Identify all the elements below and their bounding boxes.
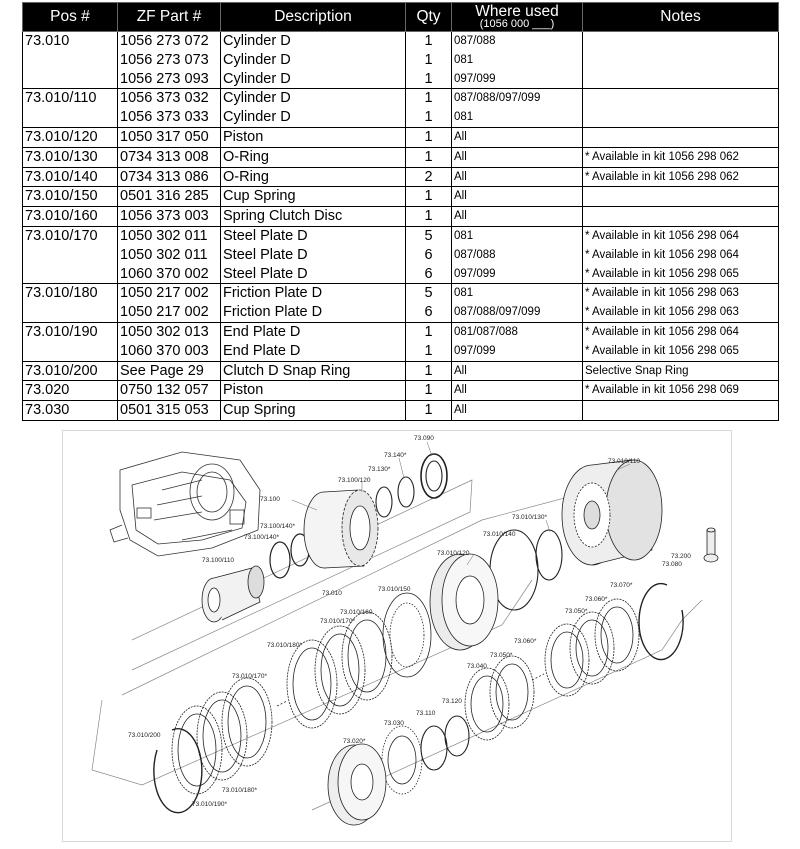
cell-notes (583, 32, 779, 51)
cell-where-used: 087/088/097/099 (452, 89, 583, 108)
cell-zf-part: 1050 217 002 (118, 284, 221, 303)
label-73-110: 73.110 (416, 710, 436, 717)
cell-pos: 73.010/170 (23, 226, 118, 245)
cell-where-used: All (452, 401, 583, 421)
part-73-100-110-sleeve (202, 566, 264, 622)
cell-qty: 1 (406, 342, 452, 361)
cell-notes: * Available in kit 1056 298 062 (583, 147, 779, 167)
exploded-view-diagram (62, 430, 730, 840)
cell-zf-part: 0501 316 285 (118, 187, 221, 207)
label-73-010-140: 73.010/140 (483, 531, 516, 538)
cell-qty: 1 (406, 147, 452, 167)
transmission-housing-drawing (110, 452, 260, 556)
label-73-080: 73.080 (662, 561, 682, 568)
cell-notes: * Available in kit 1056 298 064 (583, 226, 779, 245)
cell-qty: 1 (406, 207, 452, 227)
table-row (23, 342, 779, 361)
cell-notes: * Available in kit 1056 298 063 (583, 303, 779, 322)
part-73-010-120-piston (430, 554, 498, 650)
label-73-120: 73.120 (442, 698, 462, 705)
cell-pos (23, 303, 118, 322)
label-73-130: 73.130* (368, 466, 391, 473)
table-row (23, 127, 779, 147)
cell-description: Cylinder D (221, 51, 406, 70)
cell-description: Friction Plate D (221, 284, 406, 303)
part-73-030-cup-spring (382, 726, 422, 794)
table-row (23, 226, 779, 245)
cell-pos: 73.020 (23, 381, 118, 401)
header-notes: Notes (583, 3, 779, 32)
cell-pos: 73.010/140 (23, 167, 118, 187)
table-row (23, 265, 779, 284)
cell-zf-part: 1056 273 073 (118, 51, 221, 70)
cell-zf-part: 1056 373 033 (118, 108, 221, 127)
label-73-200: 73.200 (671, 553, 691, 560)
label-73-100-140-b: 73.100/140* (244, 534, 280, 541)
cell-qty: 1 (406, 322, 452, 341)
part-73-100-drum (304, 490, 378, 568)
label-73-040: 73.040 (467, 663, 487, 670)
cell-notes: Selective Snap Ring (583, 361, 779, 381)
cell-where-used: 087/088/097/099 (452, 303, 583, 322)
cell-pos: 73.030 (23, 401, 118, 421)
cell-where-used: All (452, 207, 583, 227)
cell-description: Spring Clutch Disc (221, 207, 406, 227)
cell-description: End Plate D (221, 342, 406, 361)
cell-zf-part: 1056 273 072 (118, 32, 221, 51)
cell-notes (583, 51, 779, 70)
cell-description: Cylinder D (221, 108, 406, 127)
label-73-020: 73.020* (343, 738, 366, 745)
label-73-010-180-a: 73.010/180* (267, 642, 303, 649)
label-73-010-120: 73.010/120 (437, 550, 470, 557)
cell-notes: * Available in kit 1056 298 064 (583, 246, 779, 265)
cell-zf-part: 0501 315 053 (118, 401, 221, 421)
cell-notes (583, 70, 779, 89)
cell-pos (23, 265, 118, 284)
table-row (23, 32, 779, 51)
table-row (23, 284, 779, 303)
cell-notes: * Available in kit 1056 298 062 (583, 167, 779, 187)
cell-notes: * Available in kit 1056 298 064 (583, 322, 779, 341)
cell-where-used: 081 (452, 226, 583, 245)
label-73-140: 73.140* (384, 452, 407, 459)
cell-notes: * Available in kit 1056 298 065 (583, 342, 779, 361)
cell-description: Cylinder D (221, 89, 406, 108)
label-73-010-110: 73.010/110 (608, 458, 641, 465)
label-73-010-150: 73.010/150 (378, 586, 411, 593)
cell-zf-part: 1050 302 013 (118, 322, 221, 341)
cell-qty: 5 (406, 284, 452, 303)
cell-where-used: All (452, 187, 583, 207)
label-73-070: 73.070* (610, 582, 633, 589)
cell-zf-part: 1050 302 011 (118, 226, 221, 245)
cell-pos: 73.010/180 (23, 284, 118, 303)
cell-pos (23, 51, 118, 70)
label-73-010: 73.010 (322, 590, 342, 597)
part-73-110-120-rings (421, 716, 469, 770)
label-73-090: 73.090 (414, 435, 434, 442)
cell-description: Piston (221, 381, 406, 401)
cell-pos (23, 70, 118, 89)
table-row (23, 207, 779, 227)
cell-where-used: 081/087/088 (452, 322, 583, 341)
part-73-130-140-090-rings (376, 454, 447, 517)
cell-zf-part: 0734 313 086 (118, 167, 221, 187)
header-where-used-sub: (1056 000 ___) (479, 18, 555, 30)
cell-notes: * Available in kit 1056 298 069 (583, 381, 779, 401)
cell-description: O-Ring (221, 167, 406, 187)
cell-description: Cup Spring (221, 401, 406, 421)
cell-notes: * Available in kit 1056 298 063 (583, 284, 779, 303)
cell-qty: 6 (406, 246, 452, 265)
part-73-010-130-140-rings (490, 530, 562, 610)
label-73-100-110: 73.100/110 (202, 557, 235, 564)
table-row (23, 246, 779, 265)
cell-pos (23, 342, 118, 361)
cell-where-used: All (452, 361, 583, 381)
cell-description: Steel Plate D (221, 265, 406, 284)
label-73-060-b: 73.060* (514, 638, 537, 645)
cell-pos: 73.010/190 (23, 322, 118, 341)
cell-description: Clutch D Snap Ring (221, 361, 406, 381)
cell-qty: 5 (406, 226, 452, 245)
label-73-010-200: 73.010/200 (128, 732, 161, 739)
cell-pos: 73.010 (23, 32, 118, 51)
cell-pos: 73.010/200 (23, 361, 118, 381)
cell-pos: 73.010/130 (23, 147, 118, 167)
cell-pos: 73.010/150 (23, 187, 118, 207)
parts-table-body (23, 32, 779, 421)
cell-qty: 1 (406, 70, 452, 89)
cell-description: Steel Plate D (221, 246, 406, 265)
cell-notes (583, 207, 779, 227)
cell-pos (23, 246, 118, 265)
header-zf-part: ZF Part # (118, 3, 221, 32)
table-row (23, 89, 779, 108)
cell-zf-part: See Page 29 (118, 361, 221, 381)
cell-description: End Plate D (221, 322, 406, 341)
label-73-100-140-a: 73.100/140* (260, 523, 296, 530)
cell-zf-part: 1060 370 003 (118, 342, 221, 361)
cell-where-used: 081 (452, 51, 583, 70)
cell-notes (583, 187, 779, 207)
cell-description: Cylinder D (221, 70, 406, 89)
cell-notes: * Available in kit 1056 298 065 (583, 265, 779, 284)
cell-description: Friction Plate D (221, 303, 406, 322)
cell-where-used: All (452, 167, 583, 187)
cell-where-used: 097/099 (452, 70, 583, 89)
table-row (23, 381, 779, 401)
cell-zf-part: 0750 132 057 (118, 381, 221, 401)
cell-zf-part: 1050 302 011 (118, 246, 221, 265)
cell-where-used: 097/099 (452, 342, 583, 361)
label-73-030: 73.030 (384, 720, 404, 727)
label-73-050-a: 73.050* (565, 608, 588, 615)
cell-qty: 1 (406, 187, 452, 207)
cell-qty: 1 (406, 89, 452, 108)
label-73-010-160: 73.010/160 (340, 609, 373, 616)
part-73-200-bolt (704, 528, 718, 562)
cell-qty: 1 (406, 127, 452, 147)
header-qty: Qty (406, 3, 452, 32)
parts-table (22, 2, 779, 421)
cell-pos: 73.010/160 (23, 207, 118, 227)
cell-where-used: 087/088 (452, 246, 583, 265)
cell-where-used: 081 (452, 284, 583, 303)
header-where-used (452, 3, 583, 32)
cell-where-used: 097/099 (452, 265, 583, 284)
cell-qty: 1 (406, 401, 452, 421)
cell-where-used: 081 (452, 108, 583, 127)
cell-zf-part: 1060 370 002 (118, 265, 221, 284)
cell-qty: 1 (406, 32, 452, 51)
cell-description: Cylinder D (221, 32, 406, 51)
table-header-row (23, 3, 779, 32)
label-73-100-120: 73.100/120 (338, 477, 371, 484)
table-row (23, 322, 779, 341)
cell-where-used: All (452, 127, 583, 147)
cell-pos (23, 108, 118, 127)
label-73-010-180-b: 73.010/180* (222, 787, 258, 794)
cell-where-used: All (452, 381, 583, 401)
label-73-010-170-a: 73.010/170* (320, 618, 356, 625)
cell-where-used: 087/088 (452, 32, 583, 51)
cell-qty: 1 (406, 51, 452, 70)
cell-notes (583, 89, 779, 108)
cell-description: O-Ring (221, 147, 406, 167)
cell-where-used: All (452, 147, 583, 167)
cell-qty: 6 (406, 303, 452, 322)
cell-notes (583, 401, 779, 421)
part-73-080-snap-ring (639, 584, 683, 660)
cell-zf-part: 1056 273 093 (118, 70, 221, 89)
cell-zf-part: 1050 217 002 (118, 303, 221, 322)
cell-zf-part: 1050 317 050 (118, 127, 221, 147)
cell-qty: 1 (406, 108, 452, 127)
cell-notes (583, 108, 779, 127)
table-row (23, 70, 779, 89)
table-row (23, 361, 779, 381)
cell-zf-part: 1056 373 003 (118, 207, 221, 227)
cell-qty: 2 (406, 167, 452, 187)
label-73-050-b: 73.050* (490, 652, 513, 659)
table-row (23, 167, 779, 187)
table-row (23, 187, 779, 207)
part-73-010-150-cup-spring (383, 593, 431, 677)
table-row (23, 303, 779, 322)
header-where-used-title: Where used (475, 3, 559, 20)
part-73-010-110-drum (562, 460, 662, 565)
label-73-010-170-b: 73.010/170* (232, 673, 268, 680)
table-row (23, 147, 779, 167)
table-row (23, 401, 779, 421)
cell-qty: 1 (406, 361, 452, 381)
label-73-010-190: 73.010/190* (192, 801, 228, 808)
cell-zf-part: 0734 313 008 (118, 147, 221, 167)
cell-description: Cup Spring (221, 187, 406, 207)
table-row (23, 108, 779, 127)
cell-pos: 73.010/120 (23, 127, 118, 147)
header-description: Description (221, 3, 406, 32)
cell-qty: 1 (406, 381, 452, 401)
cell-description: Piston (221, 127, 406, 147)
label-73-060-a: 73.060* (585, 596, 608, 603)
cell-notes (583, 127, 779, 147)
part-73-020-piston (328, 744, 386, 825)
cell-pos: 73.010/110 (23, 89, 118, 108)
cell-zf-part: 1056 373 032 (118, 89, 221, 108)
header-pos: Pos # (23, 3, 118, 32)
table-row (23, 51, 779, 70)
label-73-010-130: 73.010/130* (512, 514, 548, 521)
cell-qty: 6 (406, 265, 452, 284)
cell-description: Steel Plate D (221, 226, 406, 245)
label-73-100: 73.100 (260, 496, 280, 503)
